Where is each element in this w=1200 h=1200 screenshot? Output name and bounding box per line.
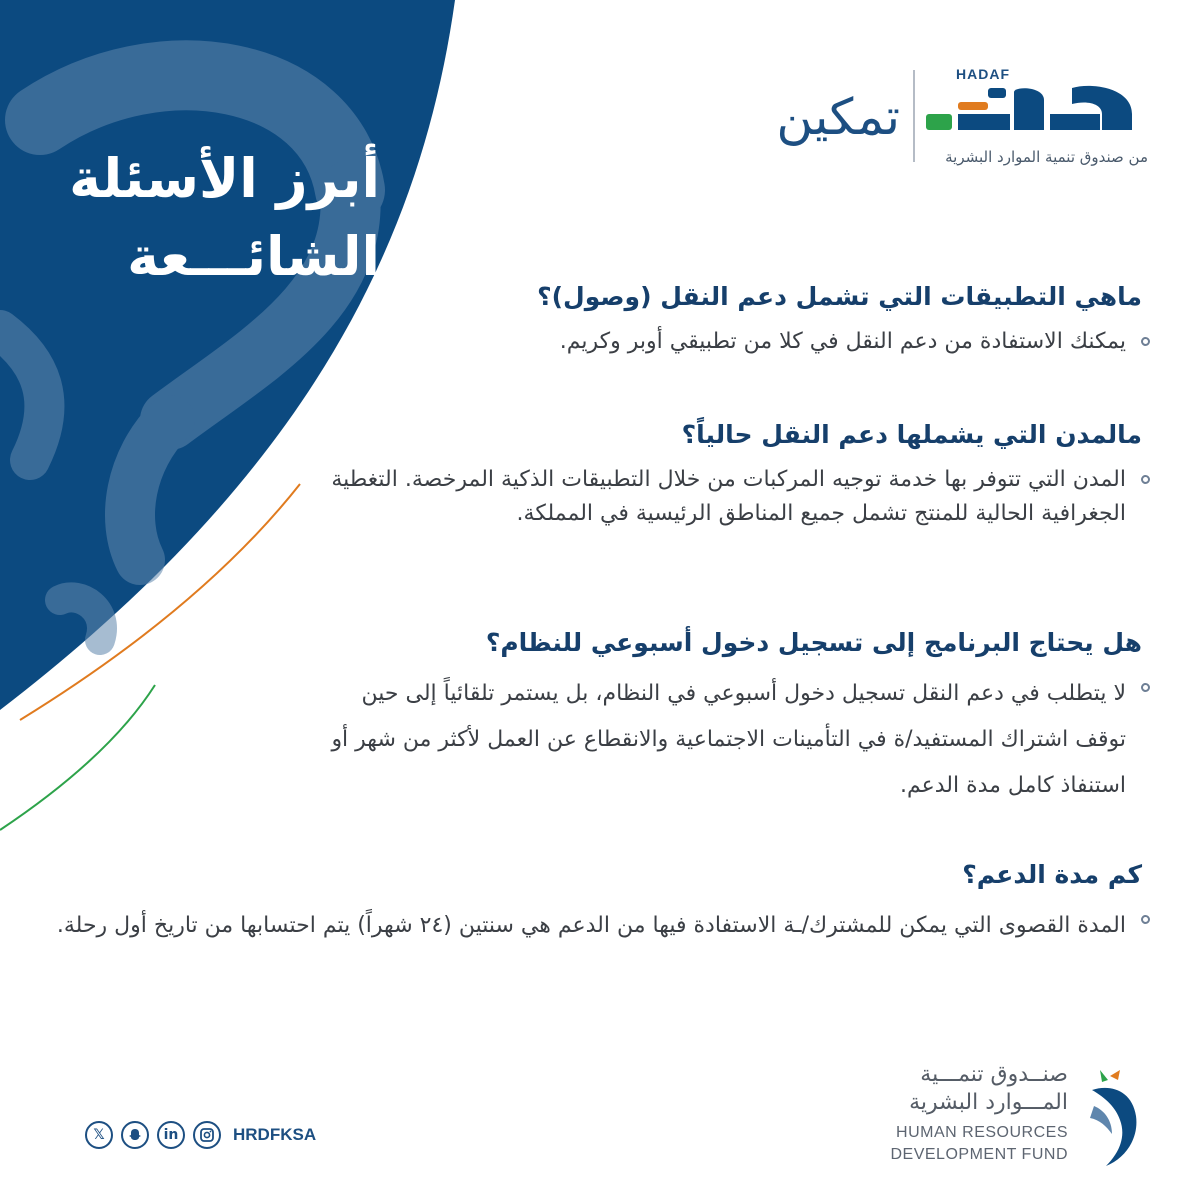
faq-question: هل يحتاج البرنامج إلى تسجيل دخول أسبوعي للنظام؟ bbox=[485, 628, 1142, 657]
hadaf-logo bbox=[922, 80, 1152, 150]
faq-heading bbox=[60, 140, 380, 296]
faq-item-1 bbox=[330, 282, 1150, 359]
faq-answer-text: المدن التي تتوفر بها خدمة توجيه المركبات من خلال التطبيقات الذكية المرخصة. التغطية الجغرافية الحالية للمنتج تشمل جميع المناطق الرئيسية في المملكة. bbox=[331, 467, 1126, 526]
bullet-icon bbox=[1141, 915, 1150, 924]
faq-answer bbox=[330, 671, 1150, 809]
faq-answer-text: لا يتطلب في دعم النقل تسجيل دخول أسبوعي في النظام، بل يستمر تلقائياً إلى حين توقف اشتراك المستفيد/ة في التأمينات الاجتماعية والانقطاع عن العمل لأكثر من شهر أو استنفاذ كامل مدة الدعم. bbox=[331, 681, 1126, 798]
hadaf-latin-wordmark: HADAF bbox=[956, 66, 1010, 82]
fund-name-english-line2: DEVELOPMENT FUND bbox=[890, 1146, 1068, 1163]
faq-question: كم مدة الدعم؟ bbox=[962, 860, 1142, 889]
faq-answer bbox=[50, 903, 1150, 949]
fund-name-arabic-line1: صنــدوق تنمـــية bbox=[920, 1062, 1068, 1087]
social-links bbox=[85, 1120, 316, 1150]
faq-answer-text: يمكنك الاستفادة من دعم النقل في كلا من تطبيقي أوبر وكريم. bbox=[559, 329, 1126, 354]
hrdf-emblem-icon bbox=[1080, 1062, 1150, 1172]
faq-question: ماهي التطبيقات التي تشمل دعم النقل (وصول)؟ bbox=[537, 282, 1142, 311]
social-handle[interactable]: HRDFKSA bbox=[233, 1125, 317, 1144]
bullet-icon bbox=[1141, 475, 1150, 484]
brand-divider bbox=[913, 70, 915, 162]
faq-item-4 bbox=[50, 860, 1150, 949]
faq-answer bbox=[330, 325, 1150, 359]
green-accent-line bbox=[0, 685, 155, 830]
fund-name-english-line1: HUMAN RESOURCES bbox=[896, 1124, 1068, 1141]
hrdf-logo-block bbox=[860, 1062, 1150, 1172]
snapchat-icon[interactable] bbox=[121, 1121, 149, 1149]
faq-heading-line2: الشائـــعة bbox=[127, 225, 380, 288]
faq-answer bbox=[330, 463, 1150, 531]
tamkeen-program-name: تمكين bbox=[776, 88, 900, 146]
faq-heading-line1: أبرز الأسئلة bbox=[69, 147, 380, 210]
bullet-icon bbox=[1141, 683, 1150, 692]
linkedin-icon[interactable]: in bbox=[157, 1121, 185, 1149]
faq-question: مالمدن التي يشملها دعم النقل حالياً؟ bbox=[681, 420, 1142, 449]
fund-name-arabic-line2: المـــوارد البشرية bbox=[909, 1090, 1068, 1115]
x-icon[interactable]: 𝕏 bbox=[85, 1121, 113, 1149]
faq-answer-text: المدة القصوى التي يمكن للمشترك/ـة الاستفادة فيها من الدعم هي سنتين (٢٤ شهراً) يتم احتسابها من تاريخ أول رحلة. bbox=[56, 913, 1126, 938]
hadaf-tagline: من صندوق تنمية الموارد البشرية bbox=[945, 148, 1148, 166]
faq-item-2 bbox=[330, 420, 1150, 531]
instagram-icon[interactable] bbox=[193, 1121, 221, 1149]
bullet-icon bbox=[1141, 337, 1150, 346]
faq-item-3 bbox=[330, 628, 1150, 809]
